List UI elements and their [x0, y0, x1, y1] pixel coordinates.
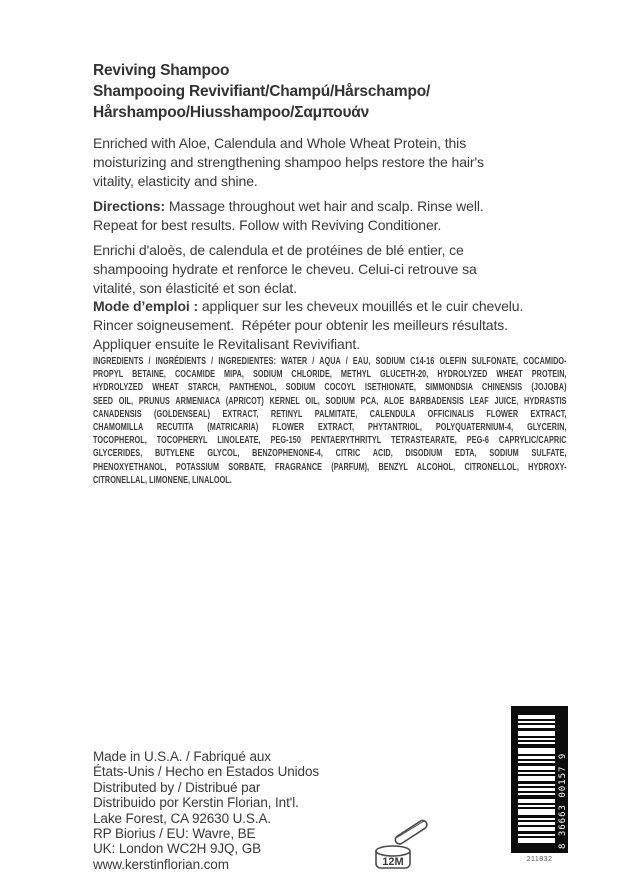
directions-en-line1: [93, 197, 579, 216]
made-in-line: Made in U.S.A. / Fabriqué aux: [93, 749, 271, 764]
directions-en-text: Massage throughout wet hair and scalp. Rinse well.: [165, 198, 484, 214]
directions-fr-line3: Appliquer ensuite le Revitalisant Revivifiant.: [93, 336, 360, 352]
made-in-line: États-Unis / Hecho en Estados Unidos: [93, 764, 320, 780]
description-fr: [93, 241, 579, 298]
ingredients-line: HYDROLYZED WHEAT STARCH, PANTHENOL, SODIUM COCOYL ISETHIONATE, SIMMONDSIA CHINENSIS (JOJOBA): [93, 382, 567, 394]
product-name-translations-2: Hårshampoo/Hiusshampoo/Σαμπουάν: [93, 104, 370, 121]
pao-12m-icon: [366, 818, 430, 876]
directions-en-label: Directions:: [93, 198, 166, 214]
ingredients-line: PROPYL BETAINE, COCAMIDE MIPA, SODIUM CHLORIDE, METHYL GLUCETH-20, HYDROLYZED WHEAT PROTEIN,: [93, 369, 567, 381]
directions-en-line2: Repeat for best results. Follow with Reviving Conditioner.: [93, 217, 442, 233]
description-fr-line: shampooing hydrate et renforce le cheveu. Celui-ci retrouve sa: [93, 261, 477, 277]
barcode-digits: 8 36663 00157 9: [558, 752, 568, 849]
ingredients-line: SEED OIL, PRUNUS ARMENIACA (APRICOT) KERNEL OIL, SODIUM PCA, ALOE BARBADENSIS LEAF JUICE, HYDRASTIS: [93, 395, 567, 407]
ingredients-line: CANADENSIS (GOLDENSEAL) EXTRACT, RETINYL PALMITATE, CALENDULA OFFICINALIS FLOWER EXTRACT,: [93, 408, 567, 420]
website-url: www.kerstinflorian.com: [93, 856, 229, 872]
directions-fr-line1: [93, 297, 579, 316]
description-en-line: Enriched with Aloe, Calendula and Whole Wheat Protein, this: [93, 135, 467, 151]
distributed-by-line: Distributed by / Distribué par: [93, 779, 261, 795]
upc-barcode: [511, 706, 568, 853]
ingredients-line: CHAMOMILLA RECUTITA (MATRICARIA) FLOWER EXTRACT, PHYTANTRIOL, POLYQUATERNIUM-4, GLYCERIN,: [93, 422, 567, 434]
jar-lid-shape: [394, 819, 429, 846]
product-name-en: Reviving Shampoo: [93, 62, 230, 79]
pao-months-label: 12M: [382, 856, 404, 868]
uk-rep-line: UK: London WC2H 9JQ, GB: [93, 841, 262, 857]
description-fr-line: Enrichi d'aloès, de calendula et de protéines de blé entier, ce: [93, 242, 464, 258]
product-title-block: [93, 60, 573, 123]
directions-fr-line2: Rincer soigneusement. Répéter pour obtenir les meilleurs résultats.: [93, 317, 508, 333]
barcode-item-code: 211832: [526, 856, 553, 863]
directions-fr: [93, 297, 579, 354]
description-en-line: moisturizing and strengthening shampoo helps restore the hair's: [93, 154, 484, 170]
ingredients-line: GLYCERIDES, BUTYLENE GLYCOL, BENZOPHENONE-4, CITRIC ACID, DISODIUM EDTA, SODIUM SULFATE,: [93, 448, 567, 460]
directions-fr-label: Mode d’emploi :: [93, 298, 199, 314]
description-en-line: vitality, elasticity and shine.: [93, 173, 258, 189]
directions-fr-text: appliquer sur les cheveux mouillés et le cuir chevelu.: [198, 298, 524, 314]
ingredients-line: CITRONELLAL, LIMONENE, LINALOOL.: [93, 474, 232, 486]
eu-rep-line: RP Biorius / EU: Wavre, BE: [93, 826, 256, 842]
ingredients-line: PHENOXYETHANOL, POTASSIUM SORBATE, FRAGRANCE (PARFUM), BENZYL ALCOHOL, CITRONELLOL, HYDROXY-: [93, 461, 567, 473]
distributor-name-line: Distribuido por Kerstin Florian, Int'l.: [93, 795, 299, 811]
product-name-translations-1: Shampooing Revivifiant/Champú/Hårschampo/: [93, 83, 431, 100]
ingredients-line: TOCOPHEROL, TOCOPHERYL LINOLEATE, PEG-150 PENTAERYTHRITYL TETRASTEARATE, PEG-6 CAPRYLIC/CAPRIC: [93, 435, 567, 447]
description-en: [93, 134, 579, 191]
open-jar-icon: [366, 818, 430, 876]
ingredients-line: INGREDIENTS / INGRÉDIENTS / INGREDIENTES: WATER / AQUA / EAU, SODIUM C14-16 OLEFIN SULFONATE, COCAMIDO-: [93, 356, 567, 367]
description-fr-line: vitalité, son élasticité et son éclat.: [93, 280, 297, 296]
ingredients-list: [93, 355, 567, 487]
jar-rim-shape: [376, 846, 410, 856]
distributor-address-line: Lake Forest, CA 92630 U.S.A.: [93, 810, 272, 826]
directions-en: [93, 197, 579, 235]
barcode-bars: [518, 715, 555, 844]
